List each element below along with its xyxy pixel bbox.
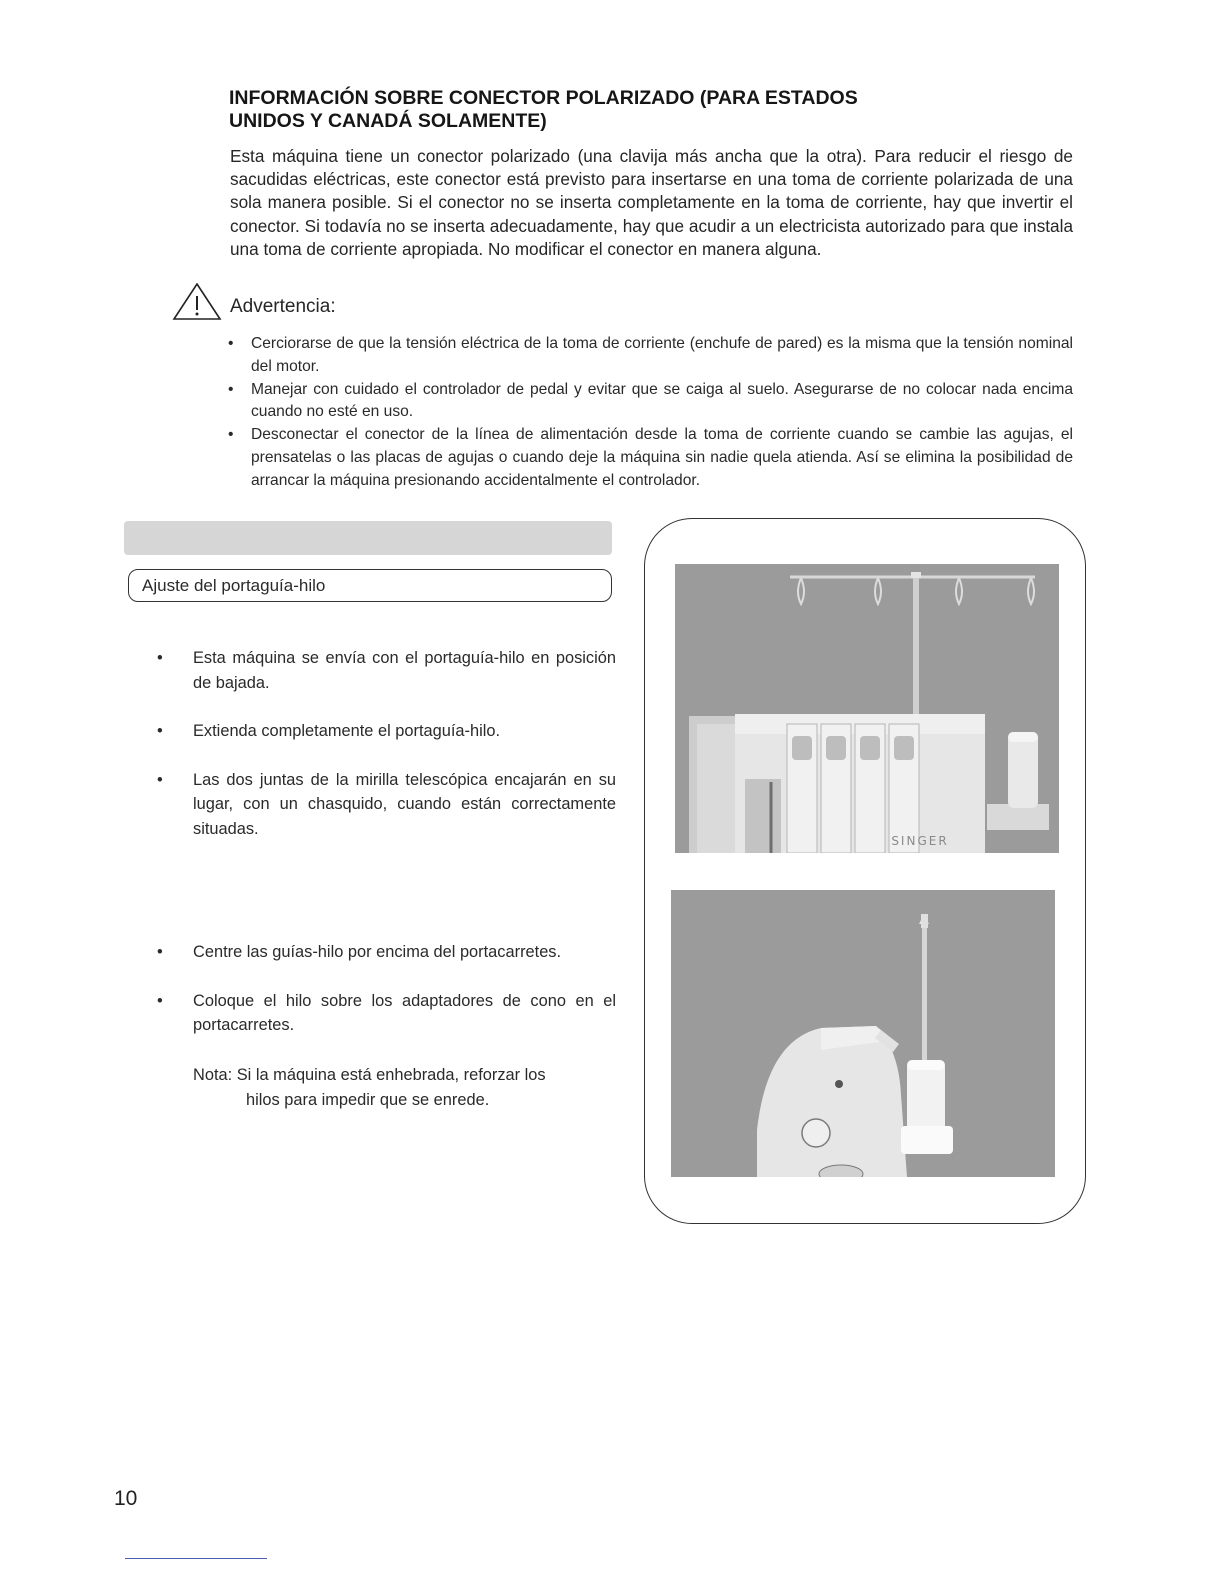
step-item: • Coloque el hilo sobre los adaptadores de cono en el portacarretes. — [155, 989, 616, 1038]
note-line-2: hilos para impedir que se enrede. — [246, 1090, 490, 1109]
page-number: 10 — [114, 1487, 138, 1510]
footer-rule — [125, 1558, 267, 1559]
note-line-1: Nota: Si la máquina está enhebrada, reforzar los — [193, 1066, 546, 1084]
warning-title: Advertencia: — [230, 296, 336, 317]
step-item: • Las dos juntas de la mirilla telescópica encajarán en su lugar, con un chasquido, cuando están correctamente situadas. — [155, 768, 616, 842]
warning-item: • Cerciorarse de que la tensión eléctrica de la toma de corriente (enchufe de pared) es la misma que la tensión nominal del motor. — [228, 333, 1073, 379]
section-label: Ajuste del portaguía-hilo — [128, 569, 612, 602]
heading-line-2: UNIDOS Y CANADÁ SOLAMENTE) — [229, 110, 547, 132]
brand-label: SINGER — [891, 834, 949, 848]
section-heading — [229, 87, 989, 133]
step-item: • Esta máquina se envía con el portaguía-hilo en posición de bajada. — [155, 646, 616, 695]
thread-guide-side-photo — [671, 890, 1055, 1177]
warning-item: • Desconectar el conector de la línea de alimentación desde la toma de corriente cuando se cambie las agujas, el prensatelas o las placas de agujas o cuando deje la máquina sin nadie quela atienda. Así se elimina la posibilidad de arrancar la máquina presionando accidentalmente el controlador. — [228, 424, 1073, 492]
steps-list-b — [155, 940, 616, 1038]
step-item: • Extienda completamente el portaguía-hilo. — [155, 719, 616, 744]
step-item: • Centre las guías-hilo por encima del portacarretes. — [155, 940, 616, 965]
steps-list-a — [155, 646, 616, 841]
heading-line-1: INFORMACIÓN SOBRE CONECTOR POLARIZADO (PARA ESTADOS — [229, 87, 858, 109]
intro-paragraph: Esta máquina tiene un conector polarizado (una clavija más ancha que la otra). Para reducir el riesgo de sacudidas eléctricas, este conector está previsto para insertarse en una toma de corriente polarizada de una sola manera posible. Si el conector no se inserta completamente en la toma de corriente, hay que invertir el conector. Si todavía no se inserta adecuadamente, hay que acudir a un electricista autorizado para que instala una toma de corriente apropiada. No modificar el conector en manera alguna. — [230, 146, 1073, 259]
warning-triangle-icon — [172, 283, 222, 321]
section-band — [124, 521, 612, 555]
warning-list — [228, 333, 1073, 493]
note — [193, 1063, 618, 1112]
warning-item: • Manejar con cuidado el controlador de pedal y evitar que se caiga al suelo. Asegurarse de no colocar nada encima cuando no esté en uso. — [228, 379, 1073, 425]
serger-front-photo — [675, 564, 1059, 853]
